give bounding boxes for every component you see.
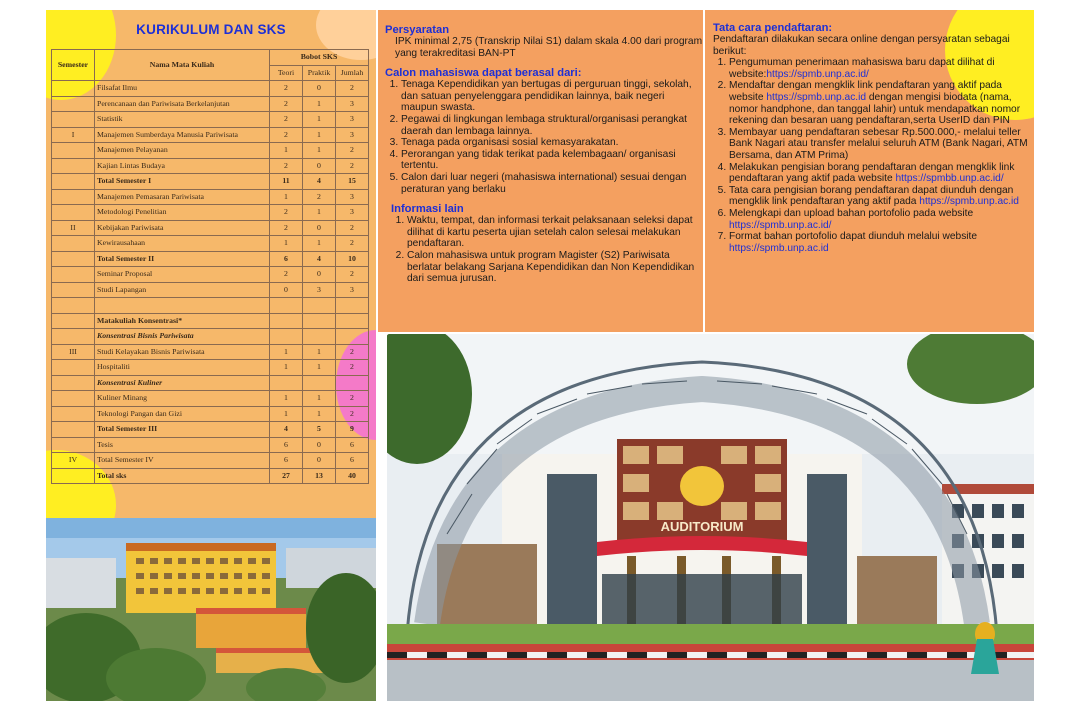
theory-cell: 11: [270, 174, 303, 190]
total-cell: 2: [336, 220, 369, 236]
practice-cell: 5: [303, 422, 336, 438]
step-text: Melengkapi dan upload bahan portofolio pada website: [729, 207, 974, 219]
theory-cell: 1: [270, 360, 303, 376]
theory-cell: 1: [270, 391, 303, 407]
table-row: [52, 112, 369, 128]
theory-cell: [270, 313, 303, 329]
total-cell: 2: [336, 267, 369, 283]
total-cell: [336, 375, 369, 391]
col-header-theory: Teori: [270, 65, 303, 81]
step-text: Pengumuman penerimaan mahasiswa baru dapat dilihat di website:: [729, 57, 995, 80]
curriculum-panel: [46, 10, 376, 518]
practice-cell: 3: [303, 282, 336, 298]
total-cell: 2: [336, 81, 369, 97]
list-item: 2. Pegawai di lingkungan lembaga struktural/organisasi perangkat daerah dan lembaga lainnya.: [401, 114, 703, 137]
table-row: [52, 422, 369, 438]
registration-title: Tata cara pendaftaran:: [713, 22, 833, 34]
campus-building-photo: [46, 518, 376, 701]
practice-cell: 1: [303, 360, 336, 376]
practice-cell: 1: [303, 96, 336, 112]
semester-cell: [52, 81, 95, 97]
semester-cell: [52, 205, 95, 221]
table-row: [52, 267, 369, 283]
semester-cell: [52, 375, 95, 391]
semester-cell: [52, 329, 95, 345]
course-cell: Statistik: [95, 112, 270, 128]
step-text: Melakukan pengisian borang pendaftaran dengan mengklik link pendaftaran yang aktif pada website: [729, 161, 1015, 185]
total-cell: 3: [336, 205, 369, 221]
list-item: 2. Calon mahasiswa untuk program Magister (S2) Pariwisata berlatar belakang Sarjana Kependidikan dan Non Kependidikan dari semua jurusan.: [407, 250, 703, 285]
step-text-after: dengan mengisi biodata (nama, nomor handphone, dan tanggal lahir) untuk mendapatkan nomor rekening dan besaran uang pendaftaran,serta UserID dan PIN: [729, 91, 1021, 127]
table-row: [52, 236, 369, 252]
total-cell: 15: [336, 174, 369, 190]
course-cell: Kuliner Minang: [95, 391, 270, 407]
requirements-panel: [378, 10, 703, 332]
website-link[interactable]: https://spmb.unp.ac.id: [919, 196, 1019, 208]
campus-building-image: [46, 518, 376, 701]
theory-cell: 2: [270, 267, 303, 283]
theory-cell: 1: [270, 236, 303, 252]
total-cell: 2: [336, 236, 369, 252]
semester-cell: [52, 360, 95, 376]
total-cell: 2: [336, 360, 369, 376]
course-cell: Studi Lapangan: [95, 282, 270, 298]
table-row: [52, 174, 369, 190]
semester-cell: [52, 437, 95, 453]
theory-cell: 0: [270, 282, 303, 298]
total-cell: [336, 329, 369, 345]
course-cell: Total Semester I: [95, 174, 270, 190]
list-item: [729, 127, 1033, 162]
theory-cell: 2: [270, 158, 303, 174]
course-cell: Total sks: [95, 468, 270, 484]
curriculum-title: KURIKULUM DAN SKS: [136, 22, 286, 37]
theory-cell: 2: [270, 81, 303, 97]
practice-cell: 0: [303, 437, 336, 453]
col-header-course: Nama Mata Kuliah: [95, 50, 270, 81]
course-cell: Filsafat Ilmu: [95, 81, 270, 97]
semester-cell: [52, 267, 95, 283]
course-cell: Manajemen Sumberdaya Manusia Pariwisata: [95, 127, 270, 143]
practice-cell: 1: [303, 143, 336, 159]
table-row: [52, 143, 369, 159]
list-item: [729, 231, 1033, 254]
course-cell: Total Semester III: [95, 422, 270, 438]
list-item: 4. Perorangan yang tidak terikat pada kelembagaan/ organisasi tertentu.: [401, 149, 703, 172]
semester-cell: [52, 298, 95, 314]
requirements-title: Persyaratan: [385, 24, 450, 36]
semester-cell: [52, 282, 95, 298]
practice-cell: 2: [303, 189, 336, 205]
table-row: [52, 375, 369, 391]
course-cell: Kewirausahaan: [95, 236, 270, 252]
website-link[interactable]: https://spmb.unp.ac.id/: [766, 68, 869, 80]
curriculum-table: [51, 49, 369, 484]
course-cell: Metodologi Penelitian: [95, 205, 270, 221]
theory-cell: 2: [270, 112, 303, 128]
semester-cell: [52, 112, 95, 128]
table-row: [52, 282, 369, 298]
candidates-list: [385, 79, 703, 195]
col-header-practice: Praktik: [303, 65, 336, 81]
semester-cell: [52, 468, 95, 484]
list-item: [729, 208, 1033, 231]
course-cell: Manajemen Pelayanan: [95, 143, 270, 159]
list-item: [729, 80, 1033, 126]
table-row: [52, 189, 369, 205]
semester-cell: [52, 174, 95, 190]
table-row: [52, 96, 369, 112]
theory-cell: 1: [270, 189, 303, 205]
theory-cell: 27: [270, 468, 303, 484]
semester-cell: [52, 158, 95, 174]
table-row: [52, 360, 369, 376]
practice-cell: [303, 329, 336, 345]
table-row: [52, 391, 369, 407]
theory-cell: [270, 298, 303, 314]
course-cell: Tesis: [95, 437, 270, 453]
step-text: Mendaftar dengan mengklik link pendaftaran yang aktif pada website: [729, 80, 1002, 103]
step-text: Format bahan portofolio dapat diunduh melalui website: [729, 231, 978, 243]
theory-cell: 2: [270, 205, 303, 221]
table-row: [52, 205, 369, 221]
course-cell: Kebijakan Pariwisata: [95, 220, 270, 236]
practice-cell: 13: [303, 468, 336, 484]
semester-cell: [52, 406, 95, 422]
total-cell: 6: [336, 453, 369, 469]
theory-cell: 1: [270, 344, 303, 360]
semester-cell: [52, 236, 95, 252]
table-row: [52, 344, 369, 360]
total-cell: 40: [336, 468, 369, 484]
step-text: Membayar uang pendaftaran sebesar Rp.500.000,- melalui teller Bank Nagari atau transfer melalui seluruh ATM (Bank Nagari, ATM Bersama, dan ATM Prima): [729, 126, 1028, 161]
list-item: 5. Calon dari luar negeri (mahasiswa international) sesuai dengan peraturan yang berlaku: [401, 172, 703, 195]
candidates-title: Calon mahasiswa dapat berasal dari:: [385, 67, 582, 80]
list-item: [729, 57, 1033, 80]
practice-cell: 0: [303, 453, 336, 469]
semester-cell: [52, 189, 95, 205]
table-row: [52, 127, 369, 143]
semester-cell: IV: [52, 453, 95, 469]
table-row: [52, 453, 369, 469]
course-cell: Konsentrasi Kuliner: [95, 375, 270, 391]
course-cell: [95, 298, 270, 314]
course-cell: Total Semester II: [95, 251, 270, 267]
total-cell: 3: [336, 189, 369, 205]
other-info-list: [385, 215, 703, 285]
table-row: [52, 437, 369, 453]
theory-cell: 4: [270, 422, 303, 438]
table-row: [52, 298, 369, 314]
website-link[interactable]: https://spmb.unp.ac.id: [766, 91, 867, 103]
course-cell: Matakuliah Konsentrasi*: [95, 313, 270, 329]
list-item: [729, 162, 1033, 185]
course-cell: Kajian Lintas Budaya: [95, 158, 270, 174]
website-link[interactable]: https://spmb.unp.ac.id/: [729, 219, 832, 231]
registration-intro: Pendaftaran dilakukan secara online dengan persyaratan sebagai berikut:: [713, 34, 1010, 57]
semester-cell: III: [52, 344, 95, 360]
theory-cell: 6: [270, 251, 303, 267]
course-cell: Teknologi Pangan dan Gizi: [95, 406, 270, 422]
website-link[interactable]: https://spmb.unp.ac.id: [729, 242, 829, 254]
table-row: [52, 158, 369, 174]
course-cell: Studi Kelayakan Bisnis Pariwisata: [95, 344, 270, 360]
total-cell: 3: [336, 282, 369, 298]
practice-cell: 4: [303, 174, 336, 190]
col-header-total: Jumlah: [336, 65, 369, 81]
table-row: [52, 329, 369, 345]
theory-cell: 1: [270, 143, 303, 159]
table-row: [52, 251, 369, 267]
practice-cell: 1: [303, 391, 336, 407]
requirements-text: IPK minimal 2,75 (Transkrip Nilai S1) dalam skala 4.00 dari program yang terakreditasi BAN-PT: [395, 36, 703, 59]
other-info-title: Informasi lain: [391, 203, 464, 216]
theory-cell: 6: [270, 437, 303, 453]
semester-cell: [52, 313, 95, 329]
total-cell: 3: [336, 96, 369, 112]
col-header-semester: Semester: [52, 50, 95, 81]
total-cell: 3: [336, 127, 369, 143]
total-cell: 2: [336, 391, 369, 407]
practice-cell: 0: [303, 158, 336, 174]
semester-cell: II: [52, 220, 95, 236]
table-row: [52, 313, 369, 329]
practice-cell: [303, 298, 336, 314]
practice-cell: 0: [303, 267, 336, 283]
total-cell: 3: [336, 112, 369, 128]
practice-cell: 0: [303, 81, 336, 97]
auditorium-sign: AUDITORIUM: [660, 519, 744, 534]
col-header-sks: Bobot SKS: [270, 50, 369, 66]
total-cell: 6: [336, 437, 369, 453]
table-row: [52, 406, 369, 422]
auditorium-photo: [387, 334, 1034, 701]
list-item: [729, 185, 1033, 208]
practice-cell: 0: [303, 220, 336, 236]
course-cell: Manajemen Pemasaran Pariwisata: [95, 189, 270, 205]
table-row: [52, 81, 369, 97]
list-item: 3. Tenaga pada organisasi sosial kemasyarakatan.: [401, 137, 703, 149]
total-cell: 10: [336, 251, 369, 267]
theory-cell: [270, 375, 303, 391]
course-cell: Total Semester IV: [95, 453, 270, 469]
auditorium-image: [387, 334, 1034, 701]
practice-cell: 1: [303, 344, 336, 360]
total-cell: 2: [336, 344, 369, 360]
total-cell: 2: [336, 158, 369, 174]
list-item: 1. Waktu, tempat, dan informasi terkait pelaksanaan seleksi dapat dilihat di kartu peserta ujian setelah calon selesai melakukan pendaftaran.: [407, 215, 703, 250]
semester-cell: [52, 391, 95, 407]
practice-cell: 4: [303, 251, 336, 267]
practice-cell: 1: [303, 406, 336, 422]
table-row: [52, 220, 369, 236]
total-cell: [336, 298, 369, 314]
step-text: Tata cara pengisian borang pendaftaran dapat diunduh dengan mengklik link pendaftaran yang aktif pada: [729, 184, 1014, 208]
theory-cell: 2: [270, 96, 303, 112]
theory-cell: 6: [270, 453, 303, 469]
total-cell: 2: [336, 143, 369, 159]
total-cell: 9: [336, 422, 369, 438]
course-cell: Perencanaan dan Pariwisata Berkelanjutan: [95, 96, 270, 112]
practice-cell: 1: [303, 112, 336, 128]
semester-cell: [52, 251, 95, 267]
table-row: [52, 468, 369, 484]
semester-cell: [52, 422, 95, 438]
theory-cell: 2: [270, 220, 303, 236]
registration-steps: [713, 57, 1033, 254]
practice-cell: [303, 313, 336, 329]
list-item: 1. Tenaga Kependidikan yan bertugas di perguruan tinggi, sekolah, dan satuan penyelenggara pendidikan lainnya, baik negeri maupun swasta.: [401, 79, 703, 114]
practice-cell: 1: [303, 236, 336, 252]
theory-cell: 1: [270, 406, 303, 422]
theory-cell: [270, 329, 303, 345]
total-cell: [336, 313, 369, 329]
website-link[interactable]: https://spmbb.unp.ac.id/: [895, 173, 1004, 185]
course-cell: Seminar Proposal: [95, 267, 270, 283]
semester-cell: [52, 143, 95, 159]
practice-cell: 1: [303, 205, 336, 221]
semester-cell: [52, 96, 95, 112]
course-cell: Hospitaliti: [95, 360, 270, 376]
theory-cell: 2: [270, 127, 303, 143]
registration-panel: [705, 10, 1034, 332]
total-cell: 2: [336, 406, 369, 422]
practice-cell: 1: [303, 127, 336, 143]
course-cell: Konsentrasi Bisnis Pariwisata: [95, 329, 270, 345]
semester-cell: I: [52, 127, 95, 143]
practice-cell: [303, 375, 336, 391]
